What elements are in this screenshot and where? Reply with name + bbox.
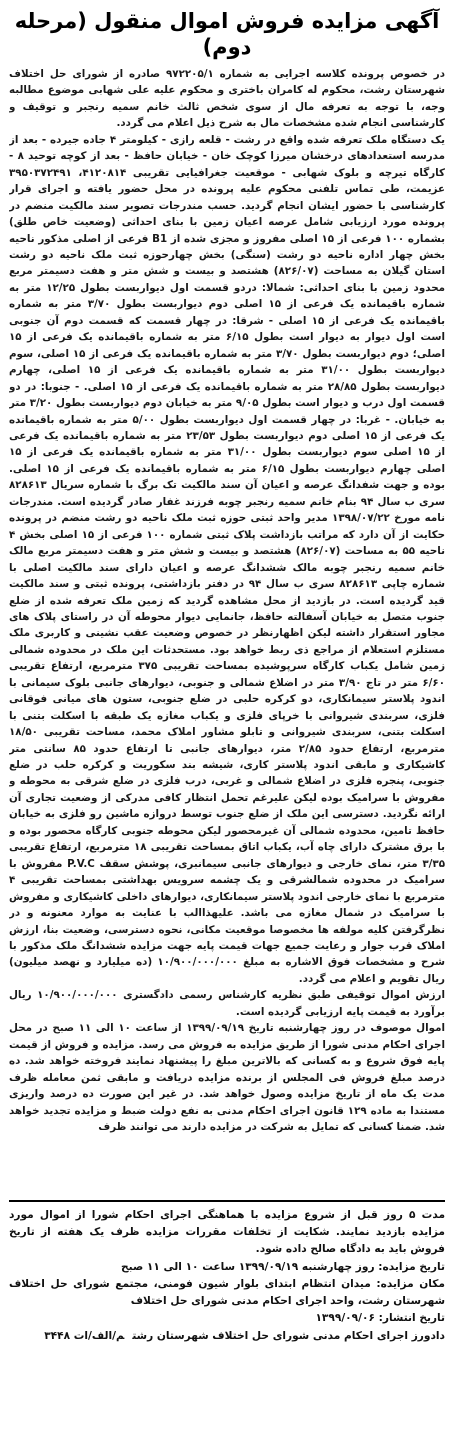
publish-date-line: تاریخ انتشار: ۱۳۹۹/۰۹/۰۶	[315, 1312, 445, 1325]
valuation-paragraph: ارزش اموال توقیفی طبق نظریه کارشناس رسمی دادگستری ۱۰/۹۰۰/۰۰۰/۰۰۰ ریال برآورد به قیمت پایه ارزیابی گردیده است.	[9, 989, 445, 1018]
auction-date-line: تاریخ مزایده: روز چهارشنبه ۱۳۹۹/۰۹/۱۹ ساعت ۱۰ الی ۱۱ صبح	[121, 1260, 445, 1273]
auction-place-line: مکان مزایده: میدان انتظام ابتدای بلوار شیون فومنی، مجتمع شورای حل اختلاف شهرستان رشت، واحد اجرای احکام مدنی شورای حل اختلاف	[9, 1277, 445, 1308]
divider	[9, 1200, 445, 1202]
inspection-note: مدت ۵ روز قبل از شروع مزایده با هماهنگی اجرای احکام شورا از اموال مورد مزایده بازدید نمایند. شکایت از تخلفات مقررات مزایده ظرف یک هفته از تاریخ فروش باید به دادگاه صالح داده شود.	[9, 1209, 445, 1256]
signature-line	[9, 1327, 445, 1345]
property-description-paragraph: یک دستگاه ملک تعرفه شده واقع در رشت - قلعه رازی - کیلومتر ۴ جاده جیرده - بعد از مدرسه استعدادهای درخشان میرزا کوچک خان - خیابان حافظ - بعد از کوچه توحید ۸ - کارگاه تیرچه و بلوک شهابی - موقعیت جغرافیایی تقریبی ۴۱۲۰۸۱۴، ۳۹۵۰۳۷۲۴۹۱ عزیمت، طی تماس تلفنی محکوم علیه پرونده در محل حضور یافته و اجرای قرار کارشناسی با حضور ایشان انجام گردید. حسب مندرجات تصویر سند مالکیت منضم در پرونده مورد ارزیابی شامل عرصه اعیان زمین با بنای احداثی (وضعیت خاص طلق) بشماره ۱۰۰ فرعی از ۱۵ اصلی مفروز و مجزی شده از B1 فرعی از اصلی مذکور ناحیه بخش چهار اداره ناحیه دو رشت (سنگی) بخش چهارحوزه ثبت ملک ناحیه دو رشت استان گیلان به مساحت (۸۲۶/۰۷) هشتصد و بیست و شش متر و هفت دسیمتر مربع محدود زمین با بنای احداثی: شمالا: دردو قسمت اول دیواربست بطول ۱۲/۲۵ متر به شماره باقیمانده یک فرعی از ۱۵ اصلی دوم دیواربست بطول ۳/۷۰ متر به شماره باقیمانده یک فرعی از ۱۵ اصلی - شرقا: در چهار قسمت که قسمت دوم آن جنوبی است اول دیوار به دیوار است بطول ۶/۱۵ متر به شماره باقیمانده یک فرعی از ۱۵ اصلی؛ دوم دیواربست بطول ۳/۷۰ متر به شماره باقیمانده یک فرعی از ۱۵ اصلی، سوم دیواربست بطول ۳۱/۰۰ متر به شماره باقیمانده یک فرعی از ۱۵ اصلی، چهارم دیواربست بطول ۲۸/۸۵ متر به شماره باقیمانده یک فرعی از ۱۵ اصلی. - جنوبا: در دو قسمت اول درب و دیوار است بطول ۹/۰۵ متر به خیابان دوم دیواربست بطول ۳/۲۰ متر به خیابان. - غربا: در چهار قسمت اول دیواربست بطول ۵/۰۰ متر به شماره باقیمانده یک فرعی از ۱۵ اصلی دوم دیواربست بطول ۲۳/۵۳ متر به شماره باقیمانده یک فرعی از ۱۵ اصلی سوم دیواربست بطول ۳۱/۰۰ متر به شماره باقیمانده یک فرعی از ۱۵ اصلی چهارم دیواربست بطول ۶/۱۵ متر به شماره باقیمانده یک فرعی از ۱۵ اصلی. بوده و جهت شفدانگ عرصه و اعیان آن سند مالکیت تک برگ با شماره سریال ۸۲۸۶۱۳ سری ب سال ۹۴ بنام خانم سمیه رنجبر چوبه فرزند غفار صادر گردیده است. مندرجات نامه مورخ ۱۳۹۸/۰۷/۲۲ مدیر واحد ثبتی حوزه ثبت ملک ناحیه دو رشت منضم در پرونده حکایت از آن دارد که مراتب بازداشت پلاک ثبتی شماره ۱۰۰ فرعی از ۱۵ اصلی بخش ۴ ناحیه ۵۵ به مساحت (۸۲۶/۰۷) هشتصد و بیست و شش متر و هفت دسیمتر مربع مالک خانم سمیه رنجبر چوبه مالک ششدانگ عرصه و اعیان دارای سند مالکیت اصلی با شماره چاپی ۸۲۸۶۱۳ سری ب سال ۹۴ در دفتر بازداشتی، پرونده ثبتی و سند مالکیت قید گردیده است. در بازدید از محل مشاهده گردید که زمین ملک تعرفه شده از ضلع جنوب متصل به خیابان آسفالته حافظ، جانمایی دیوار محوطه آن در راستای پلاک های مجاور استقرار داشته لیکن اظهارنظر در خصوص وضعیت عقب نشینی و کاربری ملک مستلزم استعلام از مراجع ذی ربط خواهد بود. مستحدثات این ملک در محدوده شمالی زمین شامل یکباب کارگاه سرپوشیده بمساحت تقریبی ۳۷۵ مترمربع، ارتفاع تقریبی ۶/۶۰ متر در تاج ۳/۹۰ متر در اضلاع شمالی و جنوبی، دیوارهای جانبی بلوک سیمانی با اندود پلاستر سیمانکاری، دو کرکره حلبی در ضلع جنوبی، ستون های میانی فوقانی فلزی، سربندی شیروانی با خرپای فلزی و یکباب مغازه یک طبقه با اسکلت بتنی با اسکلت بتنی، سربندی شیروانی و تابلو مشاور املاک محمد، مساحت تقریبی ۱۸/۵۰ مترمربع، ارتفاع حدود ۲/۸۵ متر، دیوارهای جانبی تا ارتفاع حدود ۸۵ سانتی متر کاشیکاری و مابقی اندود پلاستر کاری، شیشه بند سکوریت و کرکره حلب در ضلع جنوبی، پنجره فلزی در اضلاع شمالی و غربی، درب فلزی در ضلع شرقی به محوطه و مفروش با سرامیک بوده لیکن علیرغم تحمل انتظار کافی مدرکی از وضعیت تجاری آن ارائه نگردید. دسترسی این ملک از ضلع جنوب توسط دروازه ماشین رو فلزی به خیابان حافظ تامین، محدوده شمالی آن غیرمحصور لیکن محوطه جنوبی کارگاه محصور بوده و با برق مشترک دارای چاه آب، یکباب اتاق بمساحت تقریبی ۱۸ مترمربع، ارتفاع تقریبی ۳/۳۵ متر، نمای خارجی و دیوارهای جانبی سیمانبری، پوشش سقف P.V.C مفروش با سرامیک در محدوده شمالشرقی و یک چشمه سرویس بهداشتی بمساحت تقریبی ۴ مترمربع با نمای خارجی اندود پلاستر سیمانکاری، دیوارهای داخلی کاشیکاری و مفروش با سرامیک در شمال مغازه می باشد. علیهذاالب با عنایت به موارد معنونه و در نظرگرفتن کلیه مولفه ها مخصوصا موقعیت مکانی، نحوه دسترسی، وضعیت بنا، ارزش املاک قرب جوار و رعایت جمیع جهات قیمت پایه جهت مزایده ششدانگ ملک مذکور با شرح و مشخصات فوق الاشاره به مبلغ ۱۰/۹۰۰/۰۰۰/۰۰۰ (ده میلیارد و نهصد میلیون) ریال تقویم و اعلام می گردد.	[9, 133, 445, 985]
notice-footer	[9, 1207, 445, 1432]
signature-text: دادورز اجرای احکام مدنی شورای حل اختلاف شهرستان رشت	[132, 1330, 445, 1343]
notice-body	[9, 66, 445, 1196]
intro-paragraph: در خصوص پرونده کلاسه اجرایی به شماره ۹۷۲۲۰۵/۱ صادره از شورای حل اختلاف شهرستان رشت، محکوم له کامران باختری و محکوم علیه علی شهابی موضوع مطالبه وجه، با توجه به تعرفه مال از سوی شخص ثالث خانم سمیه رنجبر و توقیف و کارشناسی انجام شده مشخصات مال به شرح ذیل اعلام می گردد.	[9, 68, 445, 130]
reference-code: م/الف/ات ۳۴۴۸	[44, 1330, 125, 1343]
notice-title: آگهی مزایده فروش اموال منقول (مرحله دوم)	[14, 9, 440, 59]
auction-terms-paragraph: اموال موصوف در روز چهارشنبه تاریخ ۱۳۹۹/۰۹/۱۹ از ساعت ۱۰ الی ۱۱ صبح در محل اجرای احکام مدنی شورا از طریق مزایده به فروش می رسد. مزایده و فروش از قیمت پایه فوق شروع و به کسانی که بالاترین مبلغ را پیشنهاد نمایند فروخته خواهد شد. ده درصد مبلغ فروش فی المجلس از برنده مزایده دریافت و مابقی ثمن معامله ظرف مدت یک ماه از تاریخ مزایده وصول خواهد شد. در غیر این صورت ده درصد واریزی مستندا به ماده ۱۲۹ قانون اجرای احکام مدنی به نفع دولت ضبط و مزایده تجدید خواهد شد. ضمنا کسانی که تمایل به شرکت در مزایده دارند می توانند ظرف	[9, 1022, 445, 1133]
